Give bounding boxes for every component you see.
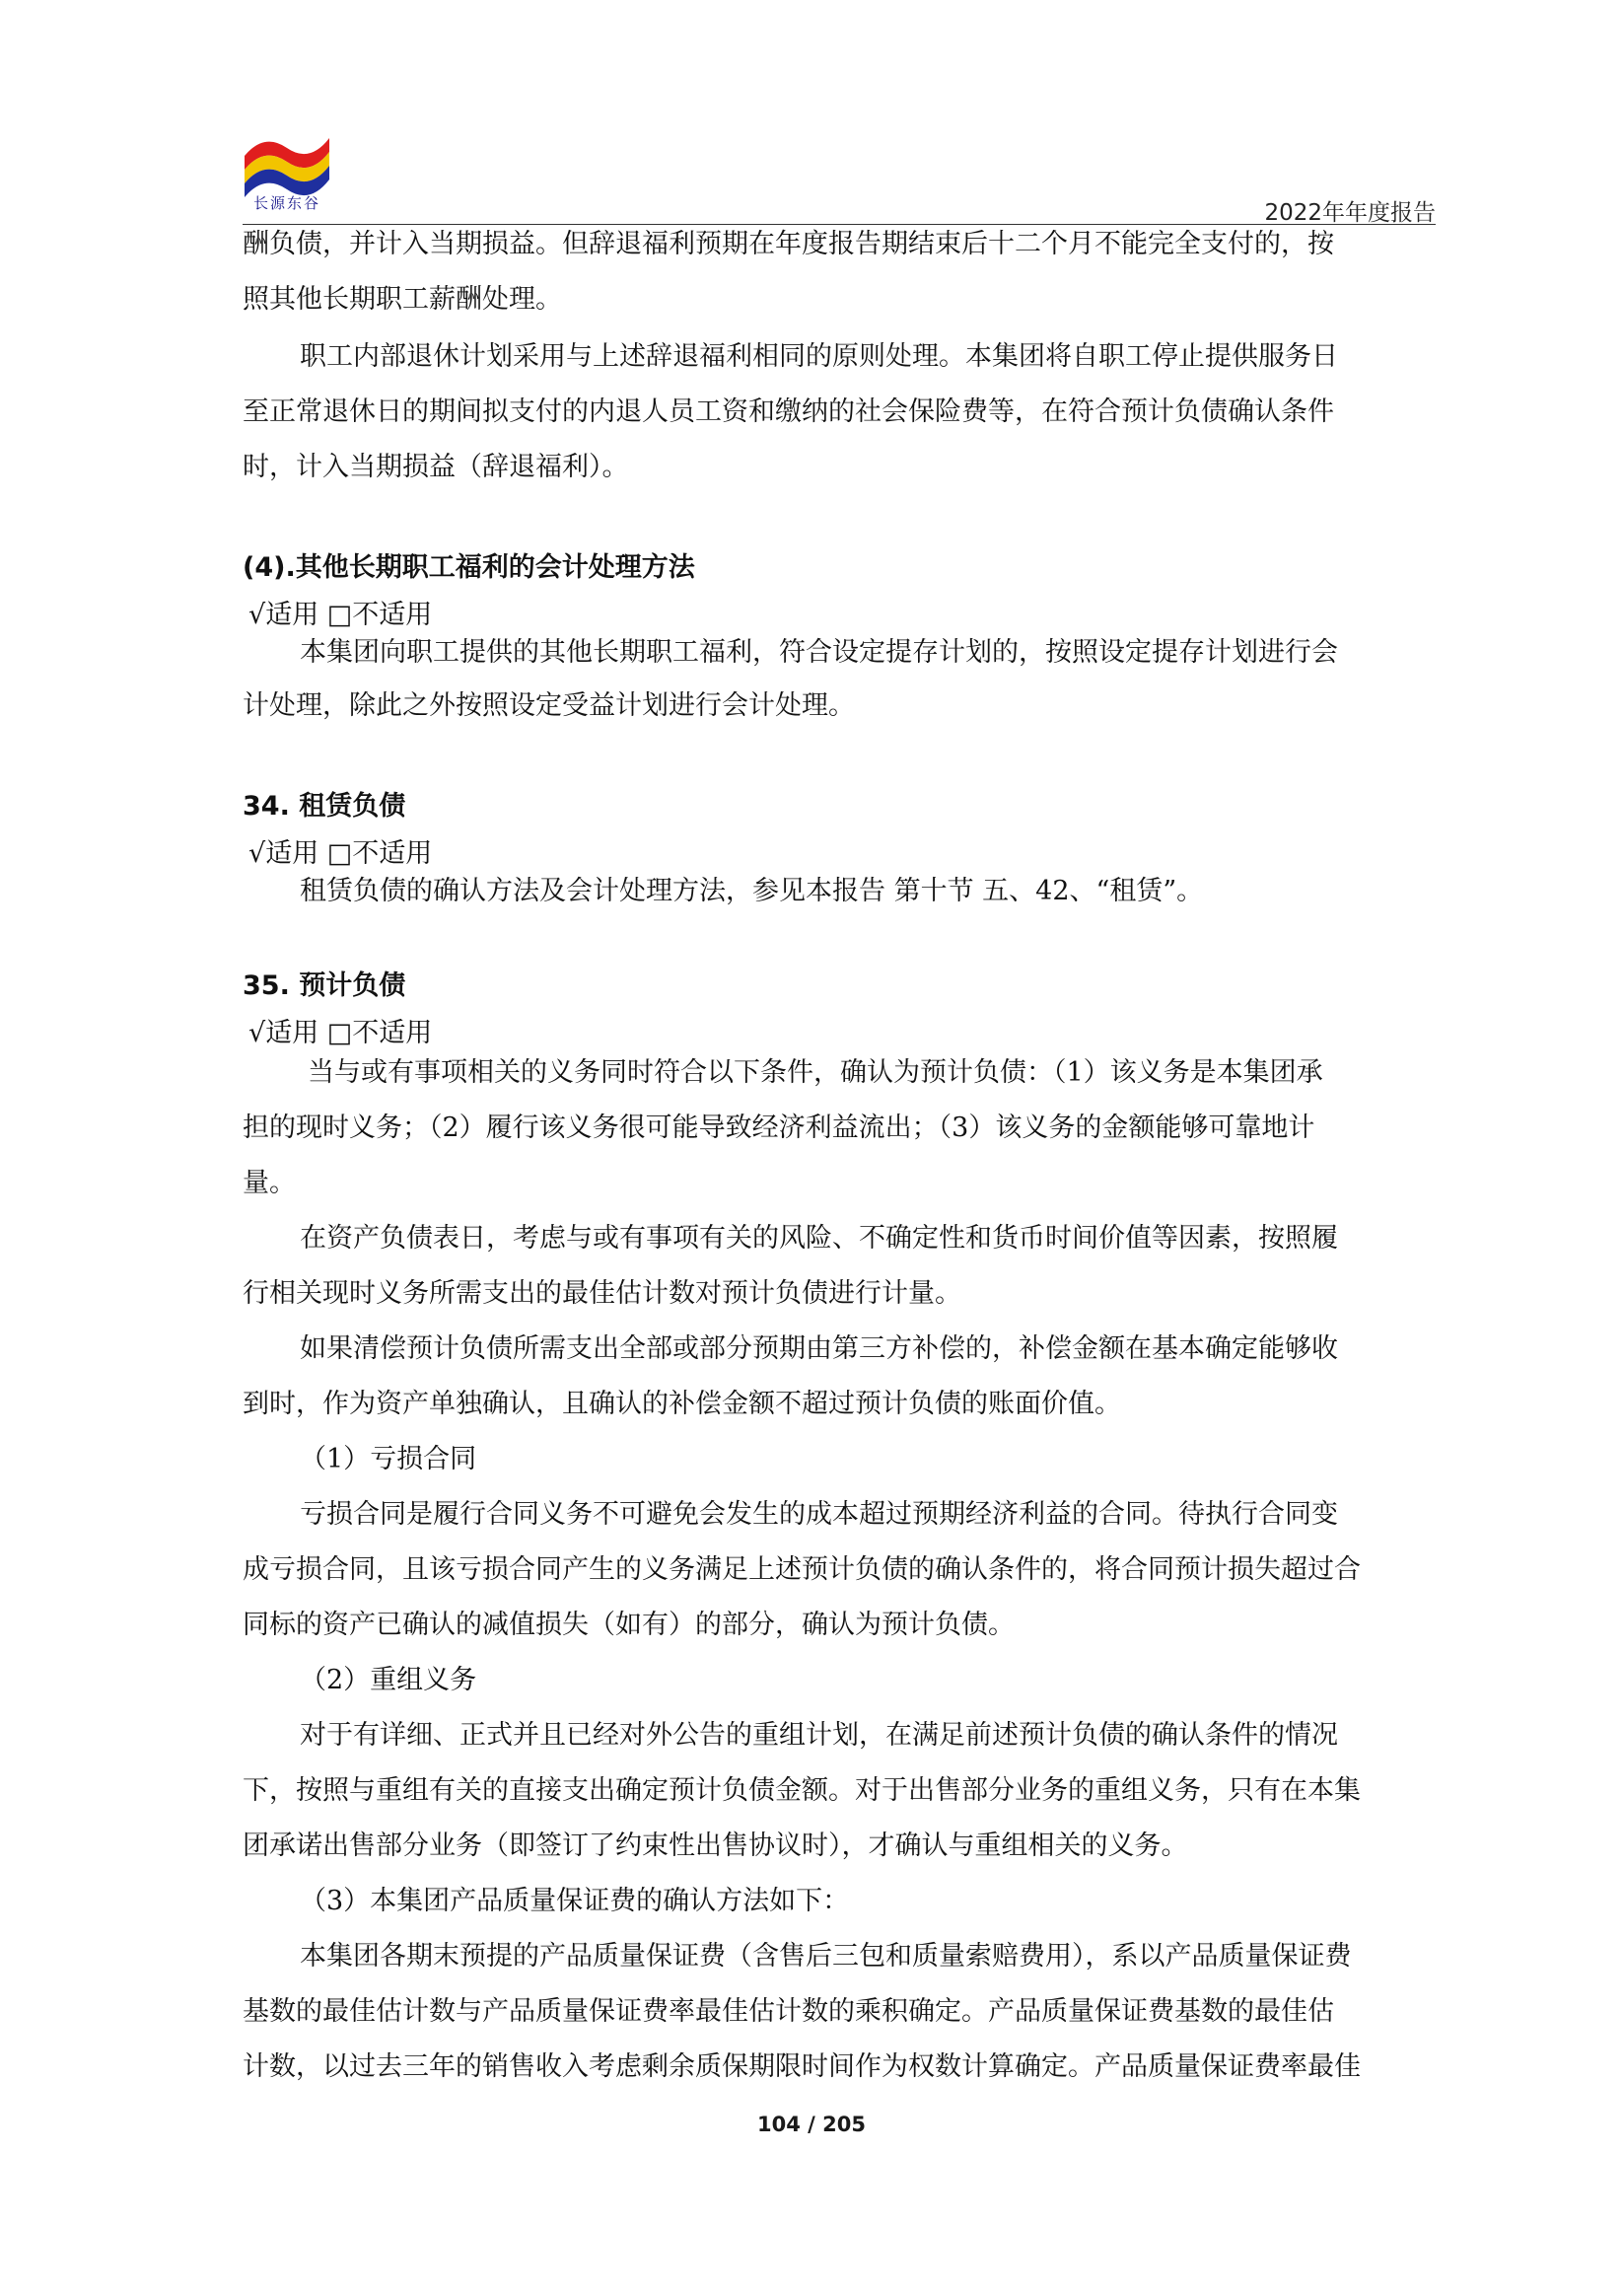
paragraph-line: 量。 bbox=[243, 1168, 296, 1198]
paragraph-line: 照其他长期职工薪酬处理。 bbox=[243, 284, 562, 315]
paragraph-line: 如果清偿预计负债所需支出全部或部分预期由第三方补偿的，补偿金额在基本确定能够收 bbox=[300, 1333, 1338, 1364]
paragraph-line: 担的现时义务；（2）履行该义务很可能导致经济利益流出；（3）该义务的金额能够可靠地计 bbox=[243, 1112, 1315, 1143]
paragraph-line: 亏损合同是履行合同义务不可避免会发生的成本超过预期经济利益的合同。待执行合同变 bbox=[300, 1499, 1338, 1530]
section-heading: (4).其他长期职工福利的会计处理方法 bbox=[243, 552, 695, 583]
paragraph-line: 基数的最佳估计数与产品质量保证费率最佳估计数的乘积确定。产品质量保证费基数的最佳估 bbox=[243, 1996, 1334, 2027]
paragraph-line: 租赁负债的确认方法及会计处理方法，参见本报告 第十节 五、42、“租赁”。 bbox=[300, 876, 1204, 906]
paragraph-line: 本集团各期末预提的产品质量保证费（含售后三包和质量索赔费用），系以产品质量保证费 bbox=[300, 1941, 1352, 1972]
paragraph-line: 职工内部退休计划采用与上述辞退福利相同的原则处理。本集团将自职工停止提供服务日 bbox=[300, 341, 1338, 372]
paragraph-line: 计处理，除此之外按照设定受益计划进行会计处理。 bbox=[243, 690, 855, 721]
paragraph-line: 下，按照与重组有关的直接支出确定预计负债金额。对于出售部分业务的重组义务，只有在本集 bbox=[243, 1775, 1361, 1806]
subheading: （3）本集团产品质量保证费的确认方法如下： bbox=[300, 1886, 850, 1916]
paragraph-line: 到时，作为资产单独确认，且确认的补偿金额不超过预计负债的账面价值。 bbox=[243, 1389, 1121, 1419]
subheading: （2）重组义务 bbox=[300, 1665, 477, 1695]
paragraph-line: 本集团向职工提供的其他长期职工福利，符合设定提存计划的，按照设定提存计划进行会 bbox=[300, 637, 1338, 668]
paragraph-line: 时，计入当期损益（辞退福利）。 bbox=[243, 452, 629, 482]
paragraph-line: 当与或有事项相关的义务同时符合以下条件，确认为预计负债：（1）该义务是本集团承 bbox=[308, 1057, 1323, 1088]
subheading: （1）亏损合同 bbox=[300, 1444, 477, 1474]
paragraph-line: 对于有详细、正式并且已经对外公告的重组计划，在满足前述预计负债的确认条件的情况 bbox=[300, 1720, 1338, 1751]
paragraph-line: 行相关现时义务所需支出的最佳估计数对预计负债进行计量。 bbox=[243, 1278, 961, 1309]
applicability-checkbox: √适用 □不适用 bbox=[248, 600, 433, 630]
report-title: 2022年年度报告 bbox=[1264, 200, 1436, 226]
paragraph-line: 在资产负债表日，考虑与或有事项有关的风险、不确定性和货币时间价值等因素，按照履 bbox=[300, 1223, 1338, 1254]
paragraph-line: 酬负债，并计入当期损益。但辞退福利预期在年度报告期结束后十二个月不能完全支付的，按 bbox=[243, 229, 1334, 259]
section-heading: 35. 预计负债 bbox=[243, 970, 406, 1001]
logo-caption: 长源东谷 bbox=[252, 194, 320, 212]
paragraph-line: 同标的资产已确认的减值损失（如有）的部分，确认为预计负债。 bbox=[243, 1610, 1015, 1640]
header-divider bbox=[243, 224, 1436, 225]
paragraph-line: 成亏损合同，且该亏损合同产生的义务满足上述预计负债的确认条件的，将合同预计损失超过合 bbox=[243, 1554, 1361, 1585]
applicability-checkbox: √适用 □不适用 bbox=[248, 838, 433, 869]
paragraph-line: 计数，以过去三年的销售收入考虑剩余质保期限时间作为权数计算确定。产品质量保证费率最佳 bbox=[243, 2051, 1361, 2082]
section-heading: 34. 租赁负债 bbox=[243, 791, 406, 822]
applicability-checkbox: √适用 □不适用 bbox=[248, 1018, 433, 1048]
page-number: 104 / 205 bbox=[757, 2113, 866, 2136]
paragraph-line: 团承诺出售部分业务（即签订了约束性出售协议时），才确认与重组相关的义务。 bbox=[243, 1830, 1188, 1861]
paragraph-line: 至正常退休日的期间拟支付的内退人员工资和缴纳的社会保险费等，在符合预计负债确认条件 bbox=[243, 396, 1334, 427]
